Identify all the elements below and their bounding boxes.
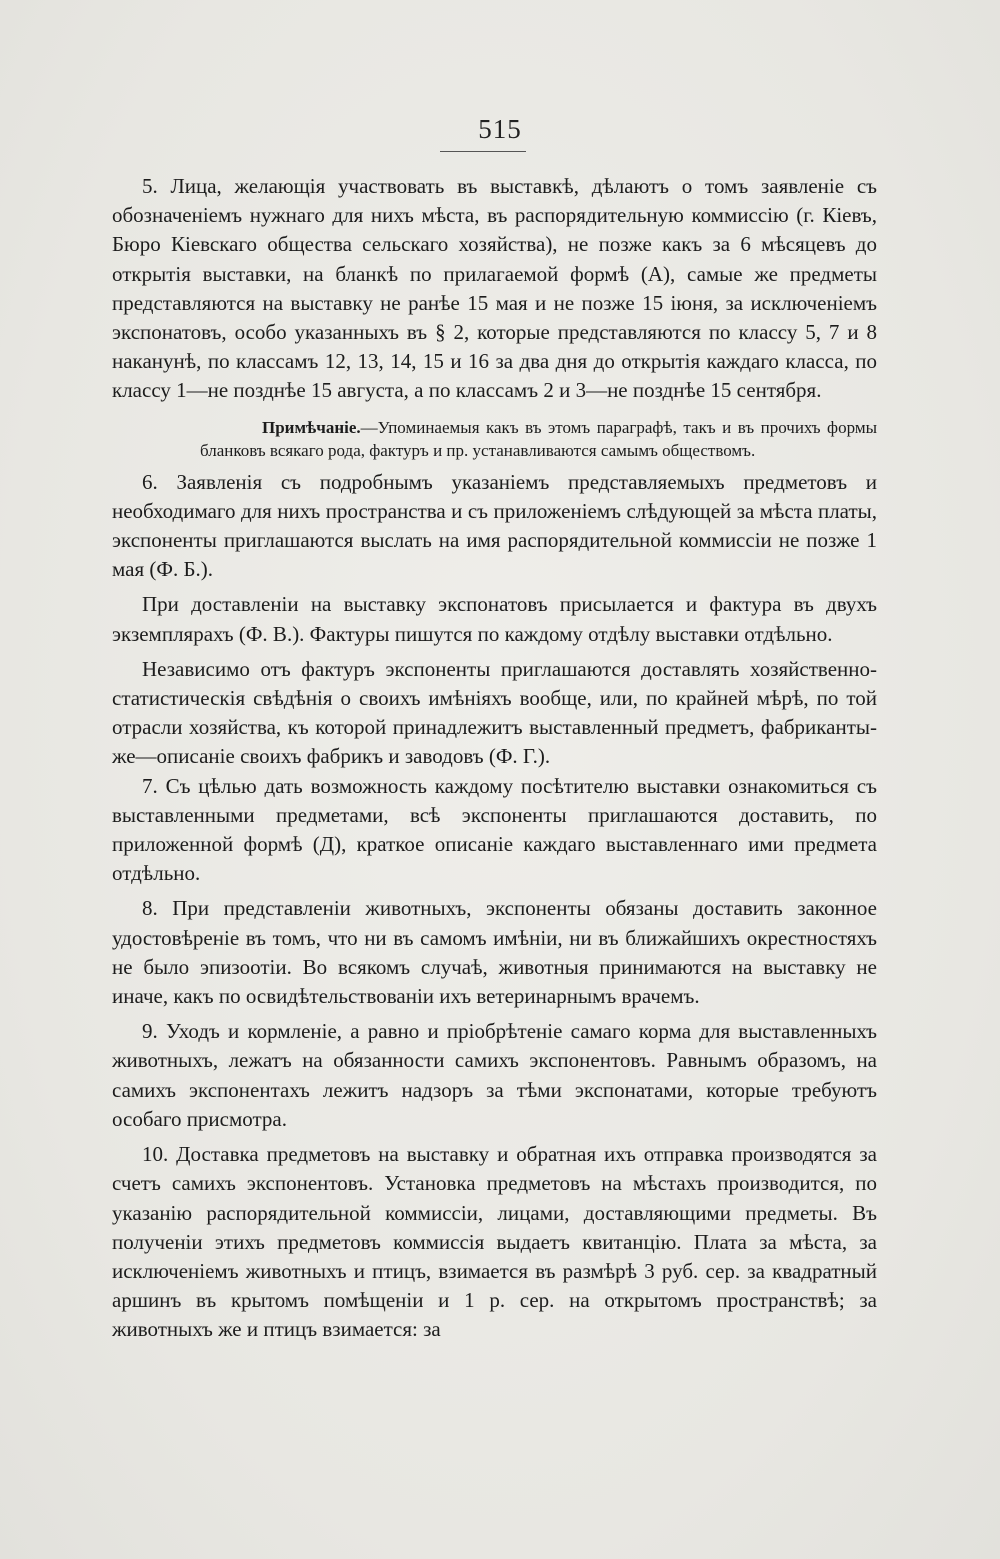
paragraph-7: 7. Съ цѣлью дать возможность каждому посѣтителю выставки ознакомиться съ выставленными предметами, всѣ экспоненты приглашаются доставить, по приложенной формѣ (Д), краткое описаніе каждаго выставленнаго ими предмета отдѣльно. [112,773,877,886]
paragraph-6-invoice: При доставленіи на выставку экспонатовъ присылается и фактура въ двухъ экземплярахъ (Ф. В.). Фактуры пишутся по каждому отдѣлу выставки отдѣльно. [112,592,877,646]
paragraph-6: 6. Заявленія съ подробнымъ указаніемъ представляемыхъ предметовъ и необходимаго для нихъ пространства и съ приложеніемъ слѣдующей за мѣста платы, экспоненты приглашаются выслать на имя распорядительной коммиссіи не позже 1 мая (Ф. Б.). [112,469,877,582]
paragraph-5: 5. Лица, желающія участвовать въ выставкѣ, дѣлаютъ о томъ заявленіе съ обозначеніемъ нужнаго для нихъ мѣста, въ распорядительную коммиссію (г. Кіевъ, Бюро Кіевскаго общества сельскаго хозяйства), не позже какъ за 6 мѣсяцевъ до открытія выставки, на бланкѣ по прилагаемой формѣ (А), самые же предметы представляются на выставку не ранѣе 15 мая и не позже 15 іюня, за исключеніемъ экспонатовъ, особо указанныхъ въ § 2, которые представляются по классу 5, 7 и 8 наканунѣ, по классамъ 12, 13, 14, 15 и 16 за два дня до открытія каждаго класса, по классу 1—не позднѣе 15 августа, а по классамъ 2 и 3—не позднѣе 15 сентября. [112,174,877,403]
note-text: —Упоминаемыя какъ въ этомъ параграфѣ, такъ и въ прочихъ формы бланковъ всякаго рода, фактуръ и пр. устанавливаются самымъ обществомъ. [200,417,877,460]
note-label: Примѣчаніе. [262,417,361,437]
paragraph-8: 8. При представленіи животныхъ, экспоненты обязаны доставить законное удостовѣреніе въ томъ, что ни въ самомъ имѣніи, ни въ ближайшихъ окрестностяхъ не было эпизоотіи. Во всякомъ случаѣ, животныя принимаются на выставку не иначе, какъ по освидѣтельствованіи ихъ ветеринарнымъ врачемъ. [112,896,877,1009]
page-number-rule [440,151,526,152]
body-text [112,172,877,1345]
paragraph-9: 9. Уходъ и кормленіе, а равно и пріобрѣтеніе самаго корма для выставленныхъ животныхъ, лежатъ на обязанности самихъ экспонентовъ. Равнымъ образомъ, на самихъ экспонентахъ лежитъ надзоръ за тѣми экспонатами, которые требуютъ особаго присмотра. [112,1019,877,1131]
page-number: 515 [478,114,522,144]
paragraph-10: 10. Доставка предметовъ на выставку и обратная ихъ отправка производятся за счетъ самихъ экспонентовъ. Установка предметовъ на мѣстахъ производится, по указанію распорядительной коммиссіи, лицами, доставляющими предметы. Въ полученіи этихъ предметовъ коммиссія выдаетъ квитанцію. Плата за мѣста, за исключеніемъ животныхъ и птицъ, взимается въ размѣрѣ 3 руб. сер. за квадратный аршинъ въ крытомъ помѣщеніи и 1 р. сер. на открытомъ пространствѣ; за животныхъ же и птицъ взимается: за [112,1142,877,1342]
paragraph-6-statistics: Независимо отъ фактуръ экспоненты приглашаются доставлять хозяйственно-статистическія свѣдѣнія о своихъ имѣніяхъ вообще, или, по крайней мѣрѣ, по той отрасли хозяйства, къ которой принадлежитъ выставленный предметъ, фабриканты-же—описаніе своихъ фабрикъ и заводовъ (Ф. Г.). [112,656,877,769]
note [200,416,877,462]
